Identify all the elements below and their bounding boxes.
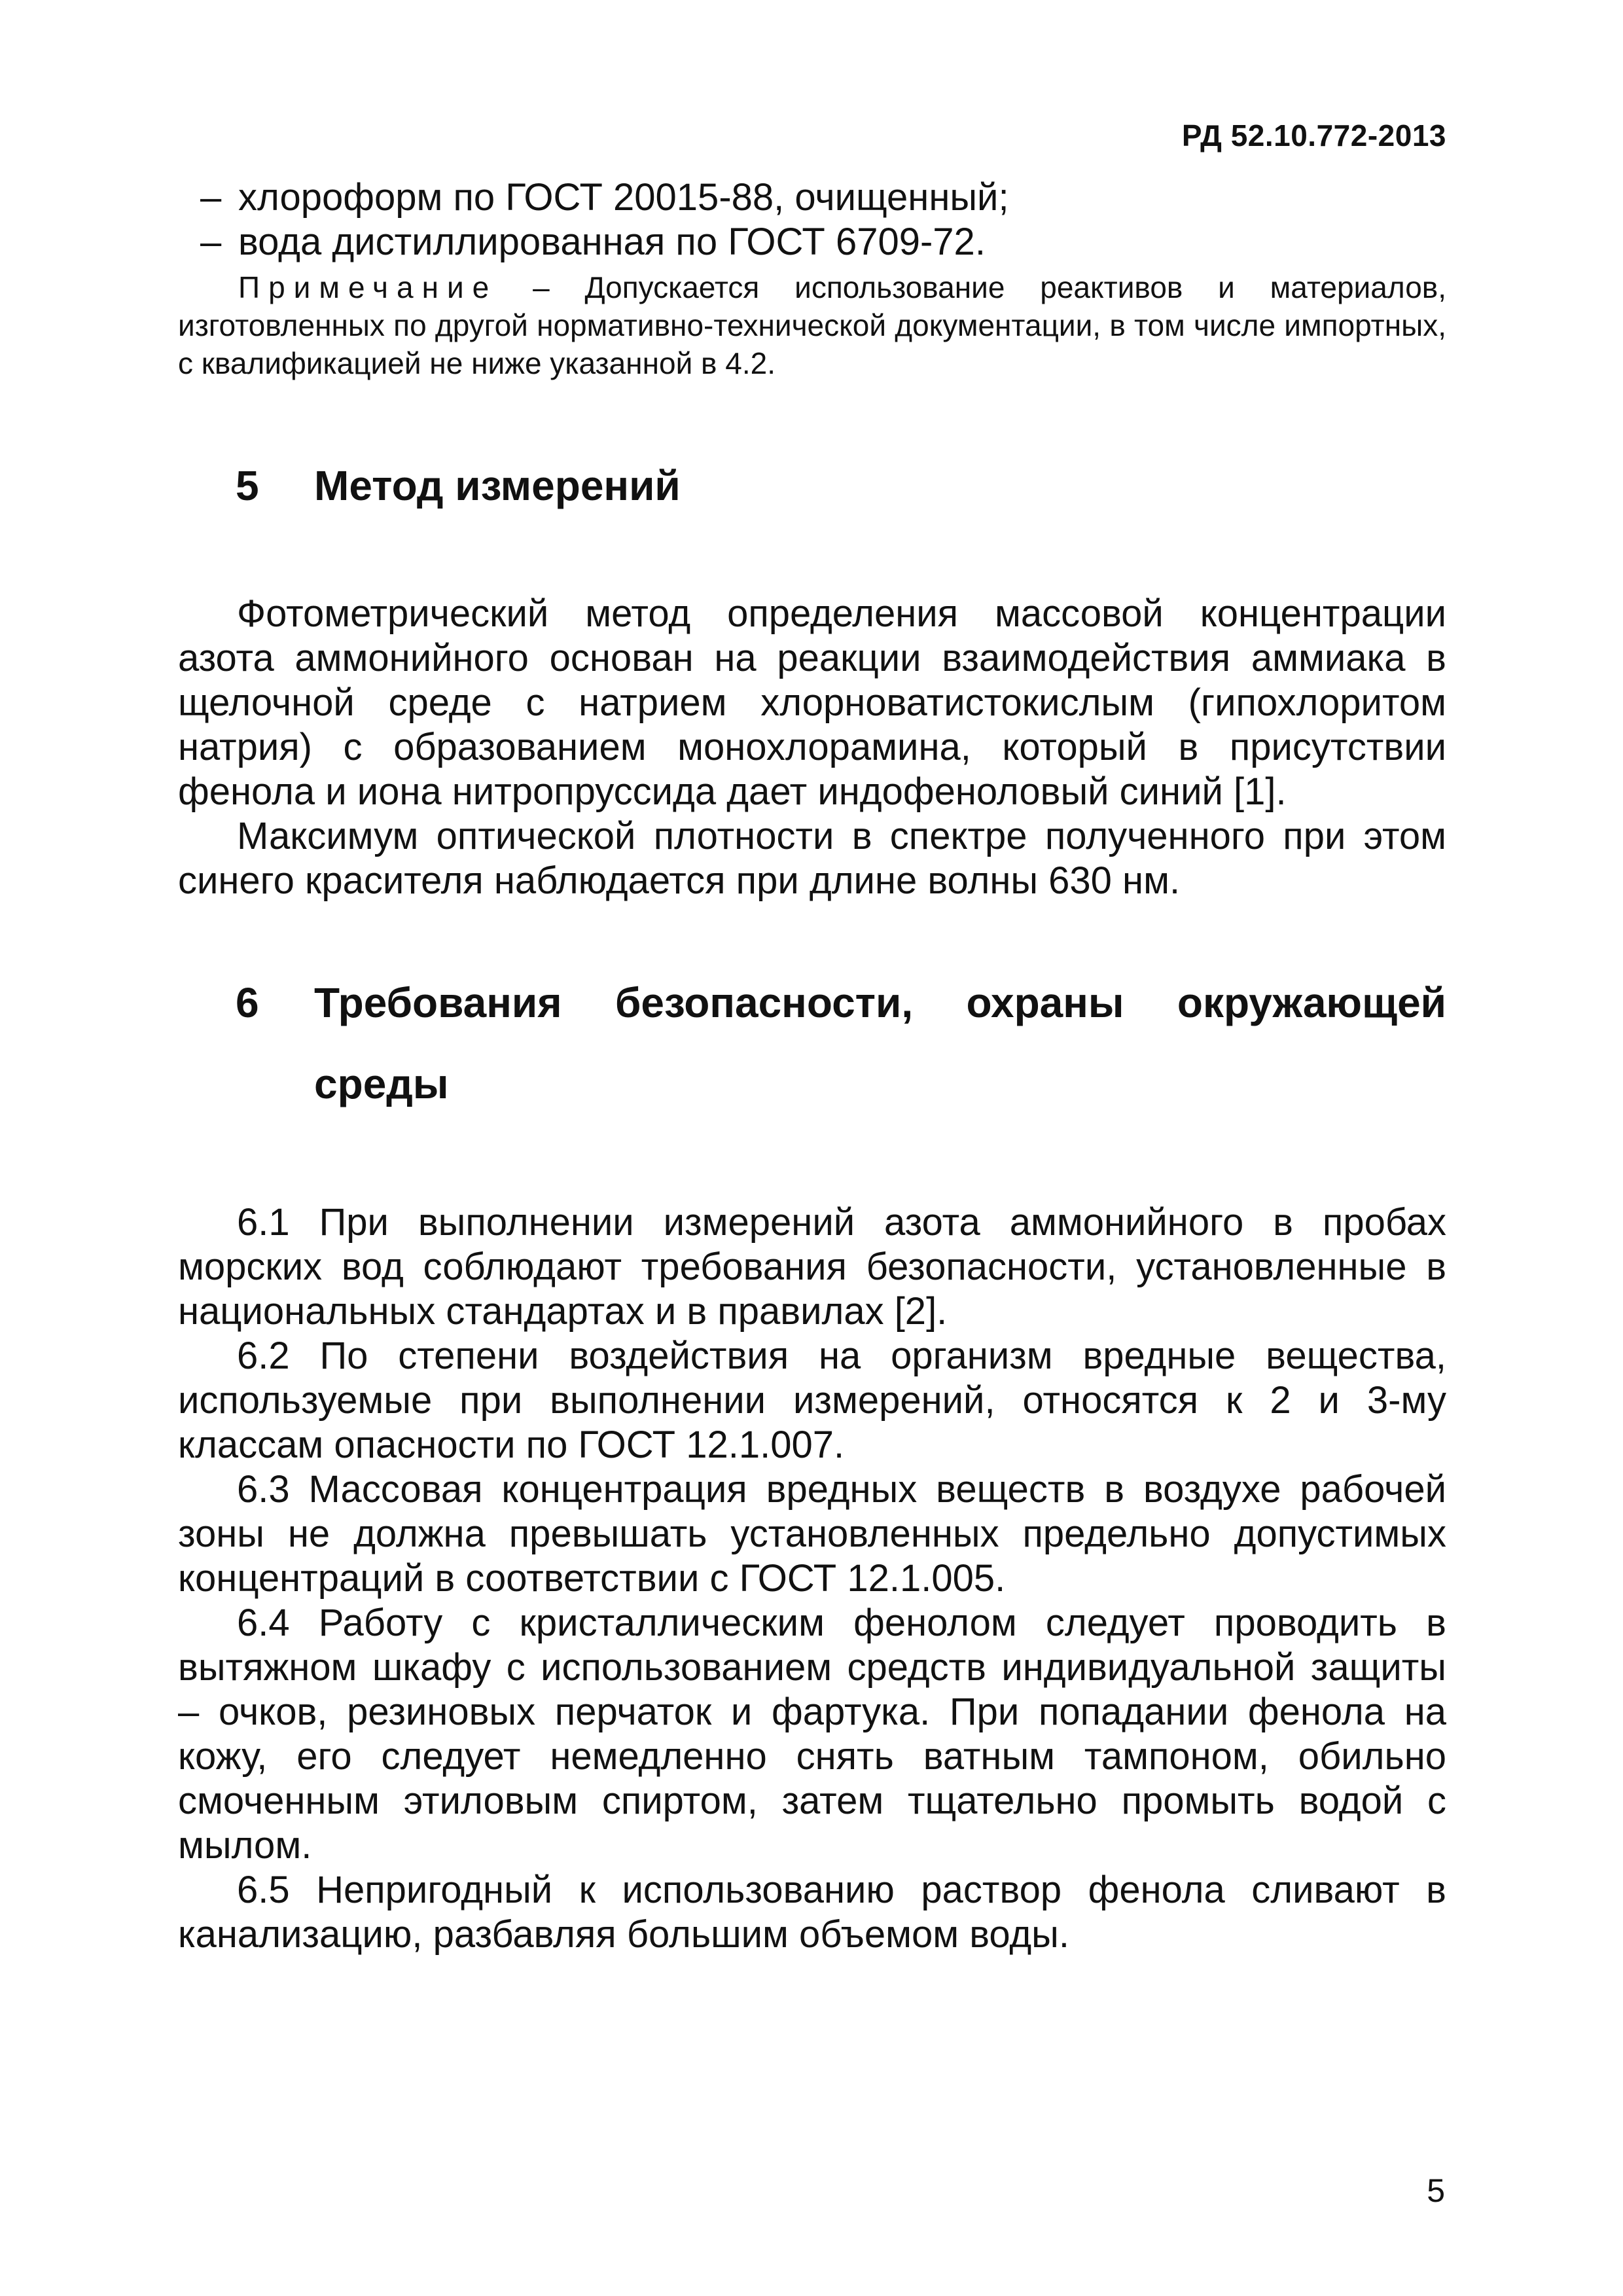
paragraph: 6.3 Массовая концентрация вредных веществ в воздухе рабочей зоны не должна превышать установленных предельно допустимых концентраций в соответствии с ГОСТ 12.1.005. [178,1468,1446,1600]
section-6-body [178,1200,1446,1957]
paragraph: 6.4 Работу с кристаллическим фенолом следует проводить в вытяжном шкафу с использованием средств индивидуальной защиты – очков, резиновых перчаток и фартука. При попадании фенола на кожу, его следует немедленно снять ватным тампоном, обильно смоченным этиловым спиртом, затем тщательно промыть водой с мылом. [178,1602,1446,1867]
section-title-line-2: среды [314,1060,449,1107]
paragraph: Фотометрический метод определения массовой концентрации азота аммонийного основан на реакции взаимодействия аммиака в щелочной среде с натрием хлорноватистокислым (гипохлоритом натрия) с образованием монохлорамина, который в присутствии фенола и иона нитропруссида дает индофеноловый синий [1]. [178,592,1446,813]
page-content [178,175,1446,1957]
dash-marker: – [200,176,222,219]
list-item [178,175,1446,220]
list-item-text: хлороформ по ГОСТ 20015-88, очищенный; [238,176,1009,219]
paragraph: Максимум оптической плотности в спектре полученного при этом синего красителя наблюдается при длине волны 630 нм. [178,815,1446,902]
document-code: РД 52.10.772-2013 [1181,118,1446,152]
reagents-list [178,175,1446,264]
paragraph: 6.1 При выполнении измерений азота аммонийного в пробах морских вод соблюдают требования безопасности, установленные в национальных стандартах и в правилах [2]. [178,1201,1446,1333]
paragraph: 6.2 По степени воздействия на организм вредные вещества, используемые при выполнении измерений, относятся к 2 и 3-му классам опасности по ГОСТ 12.1.007. [178,1335,1446,1466]
section-title-line-1: Требования безопасности, охраны окружающей [314,979,1446,1026]
list-item [178,220,1446,264]
list-item-text: вода дистиллированная по ГОСТ 6709-72. [238,221,986,263]
note-text: – Допускается использование реактивов и материалов, изготовленных по другой нормативно-технической документации, в том числе импортных, с квалификацией не ниже указанной в 4.2. [178,270,1446,380]
section-number: 6 [236,979,259,1026]
section-title: Метод измерений [314,462,681,509]
paragraph: 6.5 Непригодный к использованию раствор фенола сливают в канализацию, разбавляя большим объемом воды. [178,1869,1446,1956]
section-5-heading [178,459,1446,512]
note-label: Примечание [238,270,498,304]
section-6-heading [178,962,1446,1124]
page-number: 5 [1427,2172,1445,2209]
section-5-body [178,592,1446,903]
note [178,268,1446,382]
dash-marker: – [200,221,222,263]
section-number: 5 [236,462,259,509]
section-title-wrap [314,962,1446,1124]
